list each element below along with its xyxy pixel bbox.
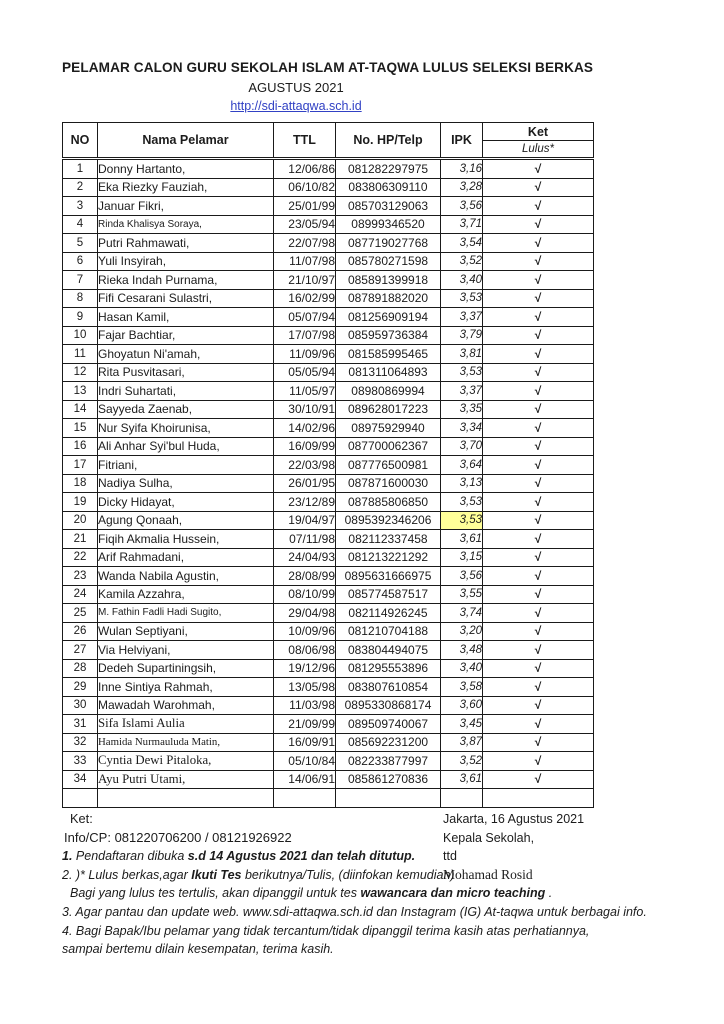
footer-note <box>62 847 462 866</box>
cell-name: Putri Rahmawati, <box>98 234 274 253</box>
cell-name: Fiqih Akmalia Hussein, <box>98 530 274 549</box>
cell-no: 9 <box>63 308 98 327</box>
cell-phone: 087891882020 <box>336 289 441 308</box>
cell-ipk: 3,56 <box>441 567 483 586</box>
cell-ttl: 23/12/89 <box>274 493 336 512</box>
cell-name: Arif Rahmadani, <box>98 548 274 567</box>
cell-phone: 085861270836 <box>336 770 441 789</box>
cell-no: 16 <box>63 437 98 456</box>
cell-phone: 081585995465 <box>336 345 441 364</box>
table-row <box>63 585 594 604</box>
cell-ttl: 26/01/95 <box>274 474 336 493</box>
cell-phone: 081256909194 <box>336 308 441 327</box>
table-row <box>63 548 594 567</box>
cell-lulus-check: √ <box>483 604 594 623</box>
cell-lulus-check: √ <box>483 678 594 697</box>
table-row <box>63 271 594 290</box>
cell-name: Januar Fikri, <box>98 197 274 216</box>
page-subtitle: AGUSTUS 2021 <box>248 80 344 95</box>
cell-ipk: 3,60 <box>441 696 483 715</box>
cell-ttl: 05/10/84 <box>274 752 336 771</box>
cell-phone: 0895330868174 <box>336 696 441 715</box>
table-row <box>63 308 594 327</box>
cell-name: M. Fathin Fadli Hadi Sugito, <box>98 604 274 623</box>
cell-phone: 082233877997 <box>336 752 441 771</box>
cell-lulus-check: √ <box>483 567 594 586</box>
cell-ttl: 28/08/99 <box>274 567 336 586</box>
cell-no: 18 <box>63 474 98 493</box>
header-no: NO <box>63 123 98 159</box>
cell-phone: 083804494075 <box>336 641 441 660</box>
note-segment: 2. )* Lulus berkas,agar <box>62 867 192 882</box>
cell-lulus-check: √ <box>483 659 594 678</box>
cell-ipk: 3,37 <box>441 382 483 401</box>
table-row <box>63 474 594 493</box>
cell-ttl: 29/04/98 <box>274 604 336 623</box>
table-row <box>63 770 594 789</box>
cell-ipk-highlighted: 3,53 <box>441 511 483 530</box>
cell-lulus-check: √ <box>483 511 594 530</box>
cell-ipk: 3,79 <box>441 326 483 345</box>
cell-ipk: 3,48 <box>441 641 483 660</box>
cell-ttl: 07/11/98 <box>274 530 336 549</box>
cell-name: Dicky Hidayat, <box>98 493 274 512</box>
signature-block <box>443 810 683 884</box>
cell-phone: 085891399918 <box>336 271 441 290</box>
cell-ipk: 3,87 <box>441 733 483 752</box>
cell-phone: 081295553896 <box>336 659 441 678</box>
cell-name: Nadiya Sulha, <box>98 474 274 493</box>
cell-lulus-check: √ <box>483 289 594 308</box>
cell-ipk: 3,71 <box>441 215 483 234</box>
cell-no: 28 <box>63 659 98 678</box>
cell-ipk: 3,13 <box>441 474 483 493</box>
table-row <box>63 234 594 253</box>
cell-ipk: 3,70 <box>441 437 483 456</box>
empty-row <box>63 789 594 808</box>
cell-lulus-check: √ <box>483 271 594 290</box>
cell-no: 25 <box>63 604 98 623</box>
note-segment: . <box>545 886 553 901</box>
cell-name: Agung Qonaah, <box>98 511 274 530</box>
cell-lulus-check: √ <box>483 770 594 789</box>
cell-ipk: 3,34 <box>441 419 483 438</box>
cell-phone: 0895392346206 <box>336 511 441 530</box>
cell-name <box>98 789 274 808</box>
cell-ipk <box>441 789 483 808</box>
cell-ttl: 23/05/94 <box>274 215 336 234</box>
note-segment: berikutnya/Tulis, (diinfokan kemudian) <box>241 867 455 882</box>
cell-name: Nur Syifa Khoirunisa, <box>98 419 274 438</box>
cell-name: Wanda Nabila Agustin, <box>98 567 274 586</box>
cell-no: 1 <box>63 159 98 179</box>
table-row <box>63 511 594 530</box>
cell-name: Rieka Indah Purnama, <box>98 271 274 290</box>
cell-no: 3 <box>63 197 98 216</box>
cell-ipk: 3,40 <box>441 271 483 290</box>
cell-lulus-check: √ <box>483 493 594 512</box>
table-body <box>63 159 594 808</box>
cell-name: Fifi Cesarani Sulastri, <box>98 289 274 308</box>
header-ket: Ket <box>483 123 594 141</box>
cell-name: Mawadah Warohmah, <box>98 696 274 715</box>
cell-ipk: 3,74 <box>441 604 483 623</box>
table-row <box>63 493 594 512</box>
table-row <box>63 419 594 438</box>
cell-name: Inne Sintiya Rahmah, <box>98 678 274 697</box>
cell-no: 34 <box>63 770 98 789</box>
footer-note <box>62 866 462 885</box>
signature-name: Mohamad Rosid <box>443 866 533 882</box>
signature-place-date: Jakarta, 16 Agustus 2021 <box>443 812 585 826</box>
cell-name: Kamila Azzahra, <box>98 585 274 604</box>
cell-lulus-check: √ <box>483 197 594 216</box>
cell-phone: 08980869994 <box>336 382 441 401</box>
applicants-table <box>62 122 594 808</box>
cell-no: 23 <box>63 567 98 586</box>
cell-ttl: 14/02/96 <box>274 419 336 438</box>
table-row <box>63 252 594 271</box>
cell-name: Fajar Bachtiar, <box>98 326 274 345</box>
cell-phone: 087885806850 <box>336 493 441 512</box>
cell-phone: 085780271598 <box>336 252 441 271</box>
cell-lulus-check: √ <box>483 215 594 234</box>
cell-ttl: 14/06/91 <box>274 770 336 789</box>
table-row <box>63 604 594 623</box>
cell-lulus-check: √ <box>483 345 594 364</box>
cell-name: Rinda Khalisya Soraya, <box>98 215 274 234</box>
cell-ipk: 3,81 <box>441 345 483 364</box>
cell-ttl: 11/09/96 <box>274 345 336 364</box>
table-row <box>63 530 594 549</box>
cell-lulus-check: √ <box>483 382 594 401</box>
footer-note <box>62 922 590 941</box>
cell-ttl: 21/09/99 <box>274 715 336 734</box>
table-row <box>63 641 594 660</box>
cell-ipk: 3,55 <box>441 585 483 604</box>
cell-phone: 08975929940 <box>336 419 441 438</box>
cell-no: 30 <box>63 696 98 715</box>
cell-lulus-check: √ <box>483 178 594 197</box>
cell-name: Dedeh Supartiningsih, <box>98 659 274 678</box>
footer-note <box>62 903 647 922</box>
table-row <box>63 622 594 641</box>
cell-no: 13 <box>63 382 98 401</box>
cell-phone: 085959736384 <box>336 326 441 345</box>
cell-no: 24 <box>63 585 98 604</box>
info-cp: Info/CP: 081220706200 / 08121926922 <box>64 829 292 845</box>
cell-phone: 081311064893 <box>336 363 441 382</box>
table-row <box>63 197 594 216</box>
cell-phone: 08999346520 <box>336 215 441 234</box>
cell-ipk: 3,37 <box>441 308 483 327</box>
cell-name: Indri Suhartati, <box>98 382 274 401</box>
cell-ttl: 21/10/97 <box>274 271 336 290</box>
signature-role: Kepala Sekolah, <box>443 830 535 845</box>
table-row <box>63 289 594 308</box>
cell-phone: 082114926245 <box>336 604 441 623</box>
cell-name: Sifa Islami Aulia <box>98 715 274 734</box>
cell-phone: 087776500981 <box>336 456 441 475</box>
cell-ipk: 3,53 <box>441 289 483 308</box>
table-row <box>63 382 594 401</box>
cell-no: 12 <box>63 363 98 382</box>
cell-ipk: 3,16 <box>441 159 483 179</box>
cell-ttl: 08/06/98 <box>274 641 336 660</box>
cell-lulus-check: √ <box>483 419 594 438</box>
cell-no: 7 <box>63 271 98 290</box>
table-row <box>63 215 594 234</box>
cell-name: Sayyeda Zaenab, <box>98 400 274 419</box>
cell-phone: 087719027768 <box>336 234 441 253</box>
header-phone: No. HP/Telp <box>336 123 441 159</box>
cell-no: 4 <box>63 215 98 234</box>
cell-ttl: 11/07/98 <box>274 252 336 271</box>
cell-name: Ghoyatun Ni'amah, <box>98 345 274 364</box>
cell-no: 14 <box>63 400 98 419</box>
cell-ttl: 05/05/94 <box>274 363 336 382</box>
cell-lulus-check: √ <box>483 326 594 345</box>
table-row <box>63 659 594 678</box>
cell-lulus-check: √ <box>483 456 594 475</box>
cell-ttl: 11/05/97 <box>274 382 336 401</box>
cell-no <box>63 789 98 808</box>
cell-ipk: 3,56 <box>441 197 483 216</box>
cell-no: 20 <box>63 511 98 530</box>
cell-phone: 087700062367 <box>336 437 441 456</box>
cell-lulus-check: √ <box>483 159 594 179</box>
cell-no: 32 <box>63 733 98 752</box>
cell-ipk: 3,45 <box>441 715 483 734</box>
table-row <box>63 437 594 456</box>
cell-lulus-check: √ <box>483 308 594 327</box>
cell-phone: 082112337458 <box>336 530 441 549</box>
cell-ttl: 16/02/99 <box>274 289 336 308</box>
cell-phone: 083806309110 <box>336 178 441 197</box>
cell-ipk: 3,58 <box>441 678 483 697</box>
table-row <box>63 733 594 752</box>
page-title: PELAMAR CALON GURU SEKOLAH ISLAM AT-TAQWA LULUS SELEKSI BERKAS <box>62 60 594 75</box>
cell-ipk: 3,35 <box>441 400 483 419</box>
cell-no: 11 <box>63 345 98 364</box>
cell-ttl: 10/09/96 <box>274 622 336 641</box>
table-row <box>63 715 594 734</box>
note-segment: Bagi yang lulus tes tertulis, akan dipanggil untuk tes <box>70 886 361 901</box>
note-segment: 4. Bagi Bapak/Ibu pelamar yang tidak tercantum/tidak dipanggil terima kasih atas perhatiannya, <box>62 923 590 938</box>
note-segment: Ikuti Tes <box>191 867 242 882</box>
cell-no: 31 <box>63 715 98 734</box>
cell-ipk: 3,61 <box>441 530 483 549</box>
cell-ttl: 19/12/96 <box>274 659 336 678</box>
cell-ttl: 12/06/86 <box>274 159 336 179</box>
cell-no: 15 <box>63 419 98 438</box>
note-segment: 3. Agar pantau dan update web. www.sdi-attaqwa.sch.id dan Instagram (IG) At-taqwa untuk berbagai info. <box>62 904 647 919</box>
note-segment: 1. <box>62 849 76 864</box>
cell-ttl: 11/03/98 <box>274 696 336 715</box>
cell-lulus-check: √ <box>483 474 594 493</box>
cell-lulus-check: √ <box>483 437 594 456</box>
cell-name: Fitriani, <box>98 456 274 475</box>
cell-lulus-check: √ <box>483 622 594 641</box>
cell-no: 10 <box>63 326 98 345</box>
cell-no: 29 <box>63 678 98 697</box>
table-row <box>63 400 594 419</box>
cell-lulus-check <box>483 789 594 808</box>
cell-no: 2 <box>63 178 98 197</box>
document-header <box>62 60 594 113</box>
cell-lulus-check: √ <box>483 752 594 771</box>
note-segment: s.d 14 Agustus 2021 dan telah ditutup. <box>187 849 416 864</box>
cell-ttl <box>274 789 336 808</box>
header-name: Nama Pelamar <box>98 123 274 159</box>
cell-no: 27 <box>63 641 98 660</box>
cell-name: Wulan Septiyani, <box>98 622 274 641</box>
cell-no: 6 <box>63 252 98 271</box>
cell-ipk: 3,52 <box>441 752 483 771</box>
cell-phone: 089509740067 <box>336 715 441 734</box>
website-link-row <box>62 99 530 113</box>
cell-no: 19 <box>63 493 98 512</box>
table-header <box>63 123 594 159</box>
cell-ipk: 3,53 <box>441 363 483 382</box>
table-row <box>63 159 594 179</box>
cell-ipk: 3,61 <box>441 770 483 789</box>
cell-no: 33 <box>63 752 98 771</box>
footer-note <box>62 884 553 903</box>
cell-ttl: 22/03/98 <box>274 456 336 475</box>
cell-ttl: 06/10/82 <box>274 178 336 197</box>
cell-ttl: 13/05/98 <box>274 678 336 697</box>
cell-phone: 081213221292 <box>336 548 441 567</box>
cell-name: Ali Anhar Syi'bul Huda, <box>98 437 274 456</box>
cell-no: 8 <box>63 289 98 308</box>
cell-ipk: 3,52 <box>441 252 483 271</box>
cell-phone: 081210704188 <box>336 622 441 641</box>
cell-lulus-check: √ <box>483 400 594 419</box>
header-ttl: TTL <box>274 123 336 159</box>
cell-ipk: 3,28 <box>441 178 483 197</box>
cell-ttl: 22/07/98 <box>274 234 336 253</box>
cell-name: Ayu Putri Utami, <box>98 770 274 789</box>
note-segment: Pendaftaran dibuka <box>75 849 188 864</box>
table-row <box>63 752 594 771</box>
cell-lulus-check: √ <box>483 641 594 660</box>
cell-name: Yuli Insyirah, <box>98 252 274 271</box>
header-ipk: IPK <box>441 123 483 159</box>
cell-ttl: 25/01/99 <box>274 197 336 216</box>
cell-no: 22 <box>63 548 98 567</box>
note-segment: sampai bertemu dilain kesempatan, terima kasih. <box>62 942 334 957</box>
cell-lulus-check: √ <box>483 585 594 604</box>
cell-name: Cyntia Dewi Pitaloka, <box>98 752 274 771</box>
footer-note <box>62 940 462 959</box>
cell-phone: 089628017223 <box>336 400 441 419</box>
cell-lulus-check: √ <box>483 252 594 271</box>
table-row <box>63 345 594 364</box>
cell-ttl: 16/09/99 <box>274 437 336 456</box>
cell-lulus-check: √ <box>483 733 594 752</box>
cell-phone: 083807610854 <box>336 678 441 697</box>
cell-name: Via Helviyani, <box>98 641 274 660</box>
cell-ipk: 3,64 <box>441 456 483 475</box>
cell-lulus-check: √ <box>483 715 594 734</box>
cell-ttl: 19/04/97 <box>274 511 336 530</box>
cell-phone: 087871600030 <box>336 474 441 493</box>
cell-phone <box>336 789 441 808</box>
cell-no: 26 <box>63 622 98 641</box>
cell-ipk: 3,15 <box>441 548 483 567</box>
table-row <box>63 678 594 697</box>
cell-ttl: 24/04/93 <box>274 548 336 567</box>
table-row <box>63 363 594 382</box>
cell-phone: 0895631666975 <box>336 567 441 586</box>
cell-ipk: 3,40 <box>441 659 483 678</box>
cell-name: Hamida Nurmauluda Matin, <box>98 733 274 752</box>
cell-ttl: 30/10/91 <box>274 400 336 419</box>
cell-no: 21 <box>63 530 98 549</box>
cell-phone: 085774587517 <box>336 585 441 604</box>
cell-ttl: 08/10/99 <box>274 585 336 604</box>
cell-ipk: 3,53 <box>441 493 483 512</box>
table-row <box>63 178 594 197</box>
cell-no: 5 <box>63 234 98 253</box>
cell-phone: 081282297975 <box>336 159 441 179</box>
cell-lulus-check: √ <box>483 696 594 715</box>
cell-lulus-check: √ <box>483 530 594 549</box>
note-segment: wawancara dan micro teaching <box>360 886 546 901</box>
cell-phone: 085692231200 <box>336 733 441 752</box>
table-row <box>63 456 594 475</box>
cell-phone: 085703129063 <box>336 197 441 216</box>
cell-lulus-check: √ <box>483 363 594 382</box>
cell-ipk: 3,20 <box>441 622 483 641</box>
cell-name: Rita Pusvitasari, <box>98 363 274 382</box>
website-link[interactable]: http://sdi-attaqwa.sch.id <box>230 99 362 113</box>
table-row <box>63 567 594 586</box>
cell-name: Hasan Kamil, <box>98 308 274 327</box>
table-row <box>63 696 594 715</box>
header-lulus: Lulus* <box>483 141 594 159</box>
cell-ttl: 17/07/98 <box>274 326 336 345</box>
ket-label: Ket: <box>70 811 93 826</box>
signature-ttd: ttd <box>443 849 457 864</box>
cell-ipk: 3,54 <box>441 234 483 253</box>
cell-name: Donny Hartanto, <box>98 159 274 179</box>
cell-lulus-check: √ <box>483 234 594 253</box>
cell-ttl: 05/07/94 <box>274 308 336 327</box>
cell-no: 17 <box>63 456 98 475</box>
table-row <box>63 326 594 345</box>
cell-lulus-check: √ <box>483 548 594 567</box>
cell-name: Eka Riezky Fauziah, <box>98 178 274 197</box>
cell-ttl: 16/09/91 <box>274 733 336 752</box>
